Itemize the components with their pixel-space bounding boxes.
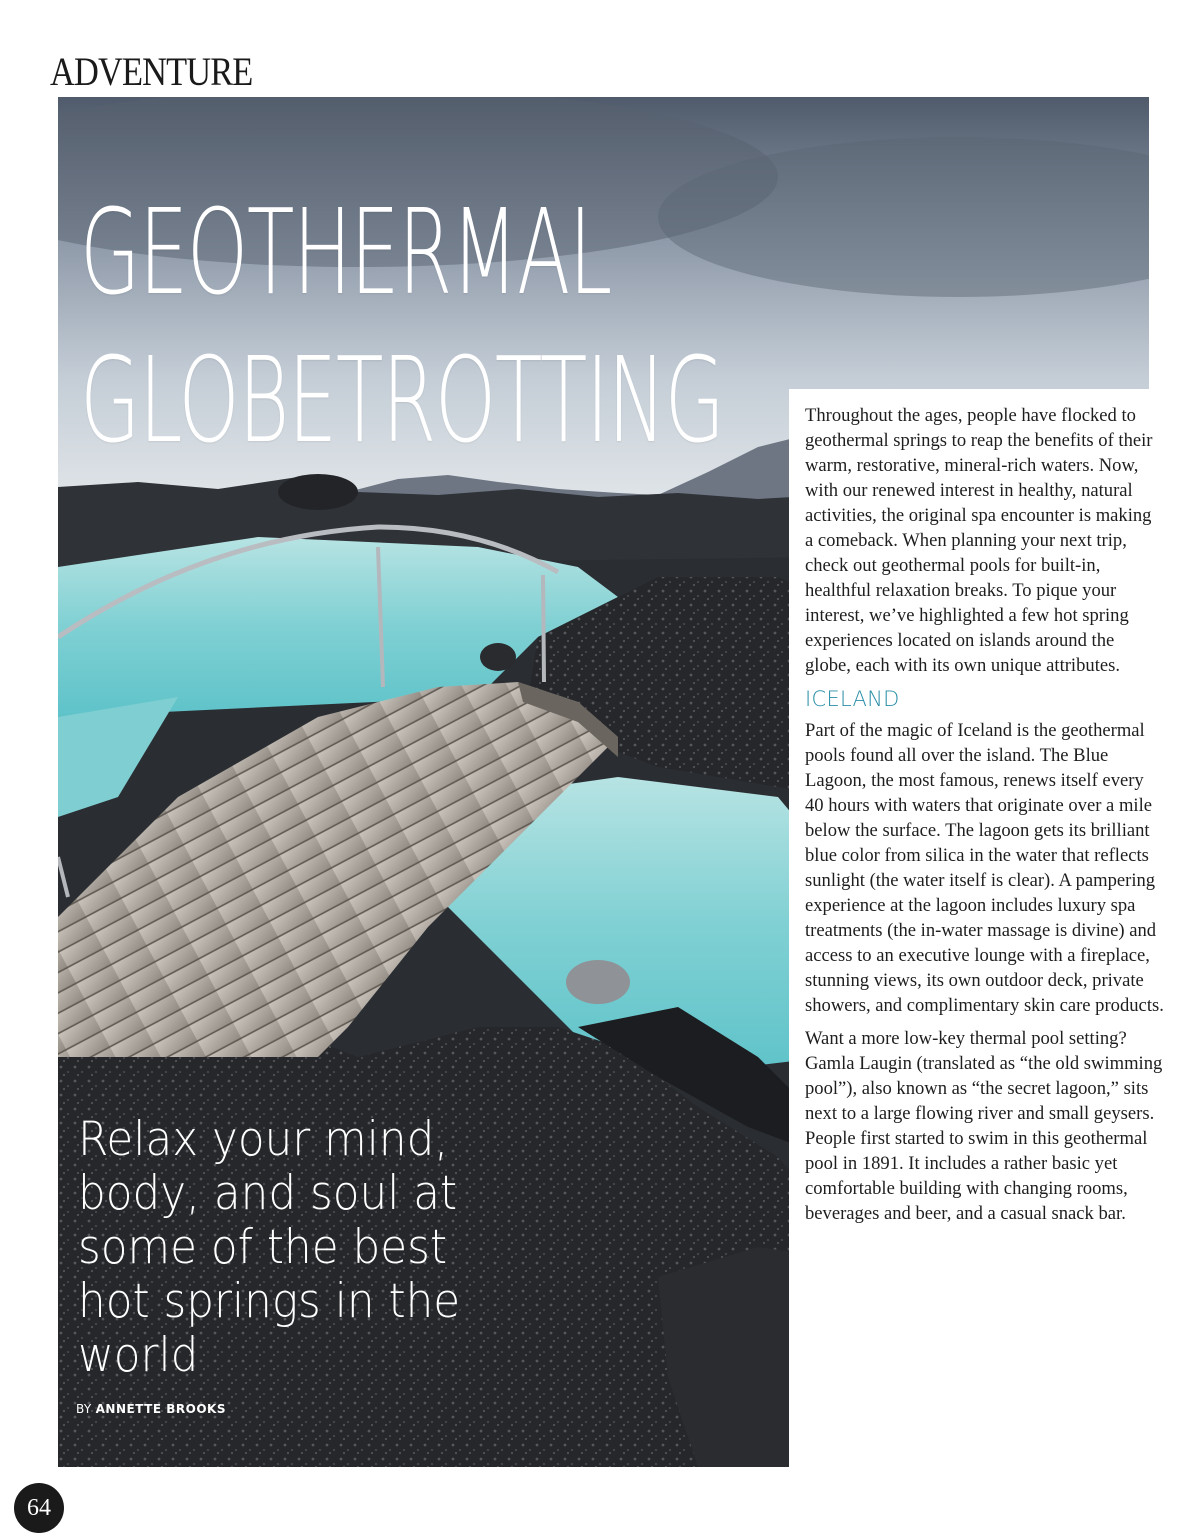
article-title: [80, 178, 724, 474]
body-column: [789, 389, 1164, 1479]
title-line-2: GLOBETROTTING: [80, 331, 724, 469]
iceland-paragraph-1: Part of the magic of Iceland is the geothermal pools found all over the island. The Blue Lagoon, the most famous, renews itself every 40 hours with waters that originate over a mile below the surface. The lagoon gets its brilliant blue color from silica in the water that reflects sunlight (the water itself is clear). A pampering experience at the lagoon includes luxury spa treatments (the in-water massage is divine) and access to an executive lounge with a fireplace, stunning views, its own outdoor deck, private showers, and complimentary skin care products.: [805, 720, 1164, 1016]
byline: [76, 1402, 226, 1416]
page-number: 64: [14, 1483, 64, 1533]
section-label: ADVENTURE: [50, 49, 253, 94]
byline-prefix: BY: [76, 1402, 92, 1416]
byline-author: ANNETTE BROOKS: [95, 1402, 226, 1416]
article-deck: Relax your mind, body, and soul at some of the best hot springs in the world: [78, 1112, 461, 1383]
subheading-iceland: ICELAND: [805, 687, 900, 711]
intro-paragraph: Throughout the ages, people have flocked to geothermal springs to reap the benefits of their warm, restorative, mineral-rich waters. Now, with our renewed interest in healthy, natural activities, the original spa encounter is making a comeback. When planning your next trip, check out geothermal pools for built-in, healthful relaxation breaks. To pique your interest, we’ve highlighted a few hot spring experiences located on islands around the globe, each with its own unique attributes.: [805, 405, 1153, 676]
iceland-paragraph-2: Want a more low-key thermal pool setting? Gamla Laugin (translated as “the old swimming pool”), also known as “the secret lagoon,” sits next to a large flowing river and small geysers. People first started to swim in this geothermal pool in 1891. It includes a rather basic yet comfortable building with changing rooms, beverages and beer, and a casual snack bar.: [805, 1028, 1163, 1224]
title-line-1: GEOTHERMAL: [80, 183, 611, 321]
